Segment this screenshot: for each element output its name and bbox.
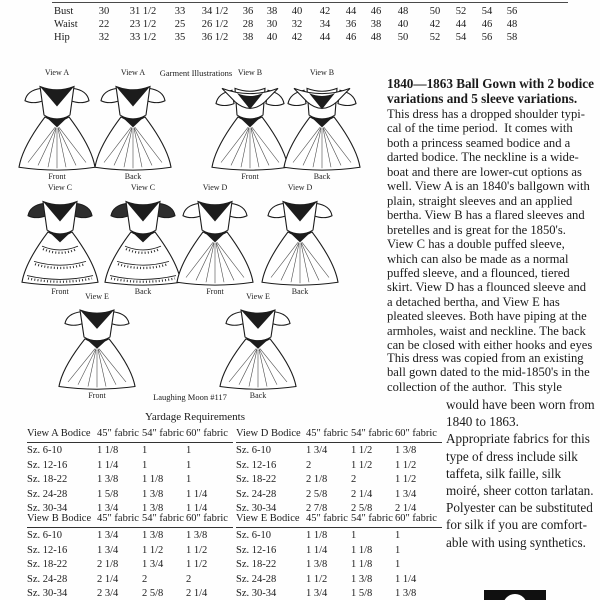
gown-view-label: View B bbox=[309, 68, 335, 77]
size-chart-value: 23 1/2 bbox=[129, 19, 157, 30]
description-heading bbox=[387, 76, 600, 106]
yardage-value: 1 3/4 bbox=[97, 503, 119, 514]
yardage-row bbox=[27, 559, 233, 573]
gown-position-label: Back bbox=[313, 172, 331, 181]
gown-illustration bbox=[55, 301, 139, 391]
size-chart-value: 36 bbox=[242, 6, 254, 17]
yardage-size-label: Sz. 6-10 bbox=[236, 445, 271, 456]
yardage-column-header: 45" fabric bbox=[97, 513, 139, 524]
size-chart-value: 36 1/2 bbox=[201, 32, 229, 43]
yardage-row bbox=[27, 445, 233, 459]
yardage-value: 2 1/4 bbox=[395, 503, 417, 514]
size-chart-value: 30 bbox=[266, 19, 278, 30]
yardage-value: 1 bbox=[395, 559, 401, 570]
yardage-value: 1 1/2 bbox=[306, 573, 328, 585]
garment-illustrations-title: Garment Illustrations bbox=[159, 68, 233, 78]
yardage-value: 2 5/8 bbox=[306, 488, 328, 500]
gown-illustration bbox=[173, 192, 257, 287]
yardage-column-header: 45" fabric bbox=[306, 428, 348, 439]
description-line: cal of the time period. It comes with bbox=[387, 121, 573, 136]
size-chart-row-label: Waist bbox=[54, 19, 78, 30]
gown-figure bbox=[18, 183, 102, 296]
size-chart-value: 33 bbox=[174, 6, 186, 17]
yardage-row bbox=[236, 530, 442, 544]
description-line: boat and there are lower-cut options as bbox=[387, 164, 582, 179]
yardage-value: 1 3/4 bbox=[97, 544, 119, 556]
yardage-column-header: 60" fabric bbox=[186, 513, 228, 524]
gown-position-label: Front bbox=[48, 172, 66, 181]
gown-view-label: View D bbox=[202, 183, 228, 192]
size-chart-value: 30 bbox=[98, 6, 110, 17]
yardage-value: 2 bbox=[142, 573, 148, 585]
description-line: This dress has a dropped shoulder typi- bbox=[387, 107, 585, 121]
gown-illustration bbox=[18, 192, 102, 287]
gown-view-label: View A bbox=[44, 68, 70, 77]
yardage-column-header: 60" fabric bbox=[395, 428, 437, 439]
yardage-value: 1 3/8 bbox=[97, 474, 119, 485]
size-chart-value: 46 bbox=[370, 6, 382, 17]
size-chart-value: 48 bbox=[370, 32, 382, 43]
yardage-requirements-title: Yardage Requirements bbox=[145, 411, 245, 423]
gown-view-label: View E bbox=[246, 292, 270, 301]
size-chart-value: 52 bbox=[455, 6, 467, 17]
yardage-value: 1 1/4 bbox=[395, 573, 417, 585]
description-line: Polyester can be substituted bbox=[446, 500, 593, 516]
yardage-column-header: 45" fabric bbox=[97, 428, 139, 439]
yardage-value: 1 1/2 bbox=[186, 544, 208, 556]
size-chart-value: 54 bbox=[481, 6, 493, 17]
yardage-row bbox=[236, 489, 442, 503]
description-line: both a princess seamed bodice and a bbox=[387, 135, 571, 150]
gown-illustration bbox=[91, 77, 175, 172]
size-chart-row-label: Bust bbox=[54, 6, 74, 17]
yardage-value: 1 bbox=[186, 474, 192, 485]
description-line: for silk if you are comfort- bbox=[446, 517, 587, 533]
yardage-table-name: View A Bodice bbox=[27, 428, 91, 439]
yardage-value: 1 3/8 bbox=[395, 588, 417, 599]
description-line: armholes, waist and neckline. The back bbox=[387, 323, 586, 338]
yardage-value: 1 3/4 bbox=[142, 559, 164, 570]
description-line: a detached bertha, and View E has bbox=[387, 294, 560, 309]
size-chart-value: 36 bbox=[345, 19, 357, 30]
yardage-row bbox=[236, 588, 442, 600]
gown-illustration bbox=[216, 301, 300, 391]
yardage-size-label: Sz. 12-16 bbox=[236, 459, 277, 471]
yardage-size-label: Sz. 6-10 bbox=[27, 445, 62, 456]
size-chart-value: 33 1/2 bbox=[129, 32, 157, 43]
yardage-value: 2 7/8 bbox=[306, 503, 328, 514]
yardage-size-label: Sz. 12-16 bbox=[236, 544, 277, 556]
gown-figure bbox=[216, 292, 300, 400]
size-chart-value: 54 bbox=[455, 32, 467, 43]
size-chart-value: 40 bbox=[291, 6, 303, 17]
yardage-value: 1 1/4 bbox=[186, 488, 208, 500]
yardage-value: 2 1/4 bbox=[351, 488, 373, 500]
size-chart-row bbox=[0, 32, 600, 45]
yardage-row bbox=[236, 445, 442, 459]
yardage-value: 1 1/2 bbox=[395, 474, 417, 485]
yardage-table-header bbox=[27, 513, 233, 528]
yardage-column-header: 54" fabric bbox=[351, 513, 393, 524]
size-chart-row bbox=[0, 6, 600, 19]
description-line: well. View A is an 1840's ballgown with bbox=[387, 179, 590, 194]
description-line: plain, straight sleeves and an applied bbox=[387, 193, 573, 208]
yardage-value: 2 5/8 bbox=[351, 503, 373, 514]
yardage-value: 1 1/2 bbox=[395, 459, 417, 471]
gown-view-label: View B bbox=[237, 68, 263, 77]
gown-illustration bbox=[258, 192, 342, 287]
description-line: darted bodice. The neckline is a wide- bbox=[387, 150, 579, 165]
yardage-table-name: View B Bodice bbox=[27, 513, 92, 524]
yardage-size-label: Sz. 6-10 bbox=[236, 530, 271, 541]
description-paragraph-3 bbox=[446, 396, 600, 551]
yardage-size-label: Sz. 6-10 bbox=[27, 530, 62, 541]
yardage-value: 1 1/2 bbox=[351, 445, 373, 456]
size-chart-value: 48 bbox=[506, 19, 518, 30]
yardage-value: 2 bbox=[306, 459, 312, 471]
size-chart-value: 28 bbox=[242, 19, 254, 30]
yardage-row bbox=[27, 574, 233, 588]
size-chart-value: 38 bbox=[266, 6, 278, 17]
yardage-value: 2 5/8 bbox=[142, 588, 164, 599]
size-chart-value: 50 bbox=[397, 32, 409, 43]
yardage-row bbox=[27, 460, 233, 474]
yardage-row bbox=[27, 588, 233, 600]
yardage-value: 1 3/8 bbox=[142, 530, 164, 541]
yardage-value: 1 bbox=[142, 459, 148, 471]
gown-figure bbox=[91, 68, 175, 181]
moon-icon bbox=[503, 594, 527, 600]
size-chart-value: 32 bbox=[291, 19, 303, 30]
yardage-size-label: Sz. 12-16 bbox=[27, 459, 68, 471]
gown-figure bbox=[258, 183, 342, 296]
gown-figure bbox=[55, 292, 139, 400]
yardage-value: 1 1/8 bbox=[351, 544, 373, 556]
yardage-row bbox=[236, 460, 442, 474]
gown-view-label: View D bbox=[287, 183, 313, 192]
gown-view-label: View C bbox=[130, 183, 156, 192]
size-chart-value: 52 bbox=[429, 32, 441, 43]
yardage-size-label: Sz. 24-28 bbox=[236, 573, 277, 585]
description-line: pleated sleeves. Both have piping at the bbox=[387, 309, 587, 324]
gown-position-label: Back bbox=[124, 172, 142, 181]
yardage-value: 1 bbox=[395, 544, 401, 556]
description-line: 1840 to 1863. bbox=[446, 414, 519, 430]
yardage-value: 1 3/4 bbox=[97, 530, 119, 541]
gown-position-label: Front bbox=[88, 391, 106, 400]
size-chart-value: 44 bbox=[319, 32, 331, 43]
yardage-value: 1 1/4 bbox=[306, 544, 328, 556]
size-chart-value: 25 bbox=[174, 19, 186, 30]
gown-position-label: Back bbox=[291, 287, 309, 296]
size-chart-value: 35 bbox=[174, 32, 186, 43]
yardage-row bbox=[27, 545, 233, 559]
yardage-table-name: View E Bodice bbox=[236, 513, 300, 524]
yardage-value: 1 5/8 bbox=[97, 488, 119, 500]
size-chart-value: 56 bbox=[506, 6, 518, 17]
yardage-table-header bbox=[236, 428, 442, 443]
gown-view-label: View A bbox=[120, 68, 146, 77]
yardage-row bbox=[27, 489, 233, 503]
size-chart-row bbox=[0, 19, 600, 32]
size-chart-value: 46 bbox=[481, 19, 493, 30]
gown-figure bbox=[173, 183, 257, 296]
yardage-value: 2 3/4 bbox=[97, 588, 119, 599]
yardage-value: 1 3/4 bbox=[306, 445, 328, 456]
size-chart-value: 22 bbox=[98, 19, 110, 30]
description-heading-line: 1840—1863 Ball Gown with 2 bodice bbox=[387, 76, 594, 91]
description-line: ball gown dated to the mid-1850's in the bbox=[387, 365, 590, 380]
gown-position-label: Front bbox=[51, 287, 69, 296]
yardage-value: 1 1/2 bbox=[186, 559, 208, 570]
yardage-size-label: Sz. 18-22 bbox=[27, 474, 68, 485]
description-line: bretelles and is great for the 1850's. bbox=[387, 222, 566, 237]
yardage-value: 2 1/8 bbox=[97, 559, 119, 570]
yardage-size-label: Sz. 18-22 bbox=[27, 559, 68, 570]
yardage-value: 1 3/8 bbox=[306, 559, 328, 570]
yardage-column-header: 54" fabric bbox=[351, 428, 393, 439]
size-chart-row-label: Hip bbox=[54, 32, 70, 43]
description-line: skirt. View D has a flounced sleeve and bbox=[387, 280, 587, 295]
yardage-value: 1 1/8 bbox=[351, 559, 373, 570]
description-line: would have been worn from bbox=[446, 397, 595, 412]
size-chart-value: 50 bbox=[429, 6, 441, 17]
gown-position-label: Front bbox=[206, 287, 224, 296]
yardage-size-label: Sz. 12-16 bbox=[27, 544, 68, 556]
gown-position-label: Back bbox=[134, 287, 152, 296]
gown-illustration bbox=[15, 77, 99, 172]
description-line: puffed sleeve, and a flounced, tiered bbox=[387, 265, 570, 280]
yardage-value: 1 bbox=[186, 445, 192, 456]
yardage-value: 1 1/2 bbox=[142, 544, 164, 556]
size-chart-value: 38 bbox=[370, 19, 382, 30]
size-chart-value: 34 1/2 bbox=[201, 6, 229, 17]
laughing-moon-logo bbox=[484, 590, 546, 600]
description-line: type of dress include silk bbox=[446, 448, 578, 464]
yardage-table-name: View D Bodice bbox=[236, 428, 301, 439]
size-chart-value: 46 bbox=[345, 32, 357, 43]
size-chart-value: 32 bbox=[98, 32, 110, 43]
pattern-credit: Laughing Moon #117 bbox=[153, 392, 227, 402]
size-chart-value: 42 bbox=[291, 32, 303, 43]
yardage-column-header: 54" fabric bbox=[142, 428, 184, 439]
gown-view-label: View C bbox=[47, 183, 73, 192]
gown-position-label: Back bbox=[249, 391, 267, 400]
yardage-column-header: 60" fabric bbox=[186, 428, 228, 439]
description-line: bertha. View B has a flared sleeves and bbox=[387, 208, 585, 223]
yardage-size-label: Sz. 24-28 bbox=[27, 488, 68, 500]
yardage-column-header: 60" fabric bbox=[395, 513, 437, 524]
yardage-size-label: Sz. 30-34 bbox=[27, 503, 68, 514]
yardage-value: 1 bbox=[351, 530, 357, 541]
yardage-size-label: Sz. 24-28 bbox=[27, 573, 68, 585]
yardage-table-header bbox=[27, 428, 233, 443]
size-chart-top-rule bbox=[52, 2, 568, 3]
size-chart-value: 26 1/2 bbox=[201, 19, 229, 30]
description-line: Appropriate fabrics for this bbox=[446, 431, 590, 447]
description-line: collection of the author. This style bbox=[387, 379, 562, 394]
size-chart-value: 48 bbox=[397, 6, 409, 17]
gown-figure bbox=[15, 68, 99, 181]
size-chart-value: 44 bbox=[455, 19, 467, 30]
description-line: moiré, sheer cotton tarlatan. bbox=[446, 483, 594, 499]
yardage-value: 1 bbox=[395, 530, 401, 541]
gown-view-label: View E bbox=[85, 292, 109, 301]
yardage-value: 2 bbox=[351, 474, 357, 485]
description-paragraph-1 bbox=[387, 107, 600, 353]
yardage-value: 1 1/2 bbox=[351, 459, 373, 471]
description-heading-line: variations and 5 sleeve variations. bbox=[387, 91, 578, 106]
yardage-value: 1 3/4 bbox=[306, 588, 328, 599]
description-line: taffeta, silk faille, silk bbox=[446, 465, 562, 481]
yardage-row bbox=[236, 474, 442, 488]
size-chart-value: 31 1/2 bbox=[129, 6, 157, 17]
gown-position-label: Front bbox=[241, 172, 259, 181]
yardage-size-label: Sz. 24-28 bbox=[236, 488, 277, 500]
yardage-row bbox=[236, 545, 442, 559]
yardage-value: 2 bbox=[186, 573, 192, 585]
gown-figure bbox=[280, 68, 364, 181]
yardage-value: 1 3/8 bbox=[395, 445, 417, 456]
yardage-size-label: Sz. 30-34 bbox=[236, 503, 277, 514]
yardage-value: 1 bbox=[186, 459, 192, 471]
yardage-row bbox=[27, 530, 233, 544]
description-line: can be closed with either hooks and eyes bbox=[387, 338, 593, 353]
description-line: which can also be made as a normal bbox=[387, 251, 569, 266]
yardage-column-header: 54" fabric bbox=[142, 513, 184, 524]
yardage-value: 1 1/4 bbox=[186, 503, 208, 514]
description-line: View C has a double puffed sleeve, bbox=[387, 237, 565, 252]
yardage-value: 1 3/8 bbox=[142, 488, 164, 500]
yardage-row bbox=[236, 559, 442, 573]
yardage-value: 1 5/8 bbox=[351, 588, 373, 599]
yardage-value: 2 1/4 bbox=[186, 588, 208, 599]
size-chart-value: 34 bbox=[319, 19, 331, 30]
gown-illustration bbox=[280, 77, 364, 172]
yardage-value: 1 1/4 bbox=[97, 459, 119, 471]
yardage-row bbox=[236, 574, 442, 588]
description-paragraph-2 bbox=[387, 351, 600, 394]
size-chart-value: 42 bbox=[429, 19, 441, 30]
yardage-value: 1 3/8 bbox=[351, 573, 373, 585]
size-chart-value: 40 bbox=[397, 19, 409, 30]
size-chart-value: 44 bbox=[345, 6, 357, 17]
yardage-size-label: Sz. 30-34 bbox=[236, 588, 277, 599]
yardage-size-label: Sz. 18-22 bbox=[236, 559, 277, 570]
yardage-value: 1 3/4 bbox=[395, 488, 417, 500]
size-chart-value: 58 bbox=[506, 32, 518, 43]
yardage-row bbox=[27, 474, 233, 488]
yardage-table-header bbox=[236, 513, 442, 528]
size-chart-value: 56 bbox=[481, 32, 493, 43]
description-line: able with using synthetics. bbox=[446, 534, 586, 550]
size-chart-value: 40 bbox=[266, 32, 278, 43]
yardage-value: 1 1/8 bbox=[142, 474, 164, 485]
yardage-size-label: Sz. 30-34 bbox=[27, 588, 68, 599]
yardage-value: 1 3/8 bbox=[186, 530, 208, 541]
size-chart-value: 38 bbox=[242, 32, 254, 43]
size-chart-value: 42 bbox=[319, 6, 331, 17]
yardage-size-label: Sz. 18-22 bbox=[236, 474, 277, 485]
yardage-value: 2 1/8 bbox=[306, 474, 328, 485]
description-line: This dress was copied from an existing bbox=[387, 351, 584, 365]
yardage-value: 1 3/8 bbox=[142, 503, 164, 514]
yardage-column-header: 45" fabric bbox=[306, 513, 348, 524]
yardage-value: 1 1/8 bbox=[97, 445, 119, 456]
yardage-value: 1 bbox=[142, 445, 148, 456]
yardage-value: 1 1/8 bbox=[306, 530, 328, 541]
yardage-value: 2 1/4 bbox=[97, 573, 119, 585]
